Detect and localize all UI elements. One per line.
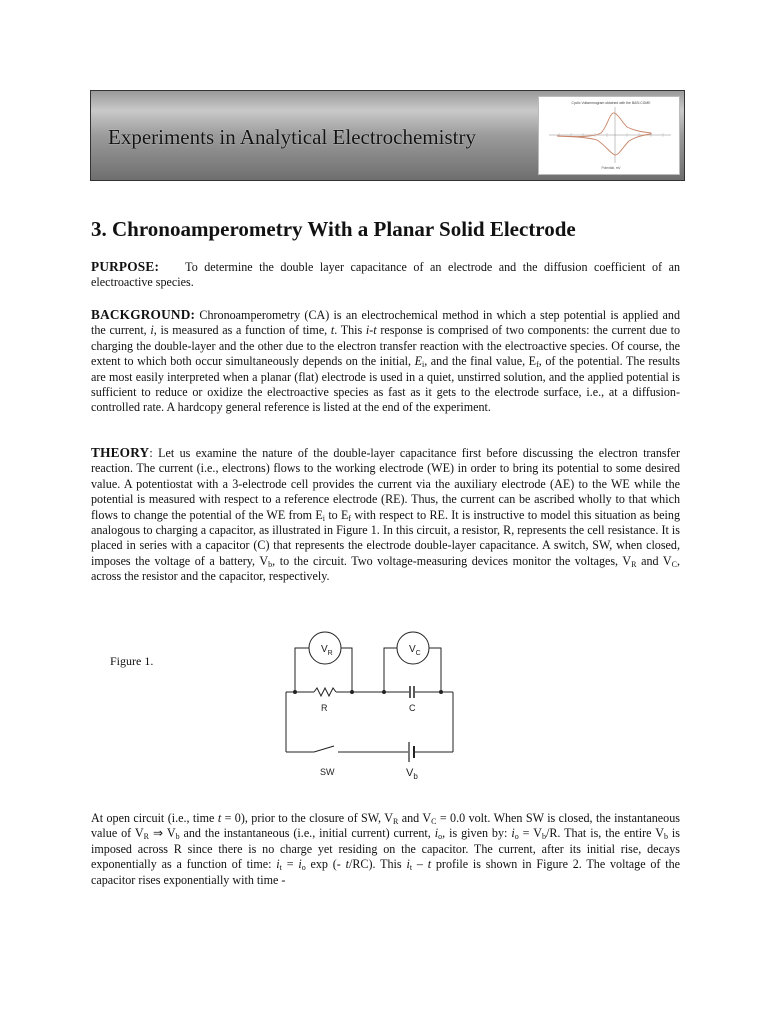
- theory-text: : Let us examine the nature of the double-layer capacitance first before discussing the electron transfer reaction. The current (i.e., electrons) flows to the working electrode (WE) in order to bring its potential to some desired value. A potentiostat with a 3-electrode cell provides the current via the auxiliary electrode (AE) to the WE while the potential is measured with respect to a reference electrode (RE). Thus, the current can be ascribed wholly to that which flows to change the potential of the WE from E: [91, 446, 680, 522]
- subscript: b: [175, 832, 180, 842]
- var-i: i: [406, 857, 410, 872]
- banner-title: Experiments in Analytical Electrochemistry: [108, 125, 476, 149]
- body-text: = 0.0 volt. When SW is closed, the instantaneous value of V: [91, 811, 680, 841]
- circuit-diagram: [270, 615, 470, 785]
- subscript: o: [514, 832, 519, 842]
- theory-text: and V: [636, 553, 672, 568]
- purpose-paragraph: [91, 259, 680, 291]
- var-i: i: [276, 857, 280, 872]
- subscript: b: [268, 559, 273, 569]
- body-text: /RC). This: [349, 857, 407, 872]
- background-text: , is measured as a function of time,: [153, 323, 331, 338]
- subscript: b: [663, 832, 668, 842]
- header-banner: [90, 90, 685, 181]
- body-text: =: [281, 857, 299, 872]
- body-text: and V: [398, 811, 432, 825]
- subscript: i: [421, 360, 425, 370]
- subscript: b: [541, 832, 546, 842]
- sw-label: SW: [320, 767, 335, 777]
- theory-text: to E: [325, 507, 349, 522]
- body-text: ⇒ V: [149, 826, 176, 841]
- theory-text: , to the circuit. Two voltage-measuring devices monitor the voltages, V: [272, 553, 632, 568]
- background-paragraph: [91, 307, 680, 416]
- body-text: = V: [518, 826, 542, 841]
- background-text: response is comprised of two components: the current due to charging the double-layer and the other due to the electron transfer reaction with the electroactive species. Of course, the extent to which both occur simultaneously depends on the initial,: [91, 323, 681, 369]
- var-i: i: [511, 826, 515, 841]
- theory-paragraph: [91, 445, 680, 585]
- purpose-label: PURPOSE:: [91, 259, 160, 274]
- subscript: t: [279, 863, 282, 873]
- var-i: i: [434, 826, 439, 841]
- subscript: C: [431, 817, 437, 826]
- subscript: o: [438, 832, 443, 842]
- body-text: profile is shown in Figure 2. The voltage of the capacitor rises exponentially with time -: [91, 857, 681, 887]
- body-text: is imposed across R since there is no charge yet residing on the capacitor. The current, after its initial rise, decays exponentially as a function of time:: [91, 826, 680, 872]
- thumbnail-xaxis-label: Potential, mV: [601, 166, 621, 170]
- c-label: C: [409, 703, 416, 713]
- background-text: . This: [334, 323, 366, 338]
- var-i: i: [150, 323, 154, 338]
- switch: [314, 746, 334, 752]
- body-text: and the instantaneous (i.e., initial current) current,: [179, 826, 435, 841]
- background-text: Chronoamperometry (CA) is an electrochemical method in which a step potential is applied and the current,: [91, 308, 680, 338]
- body-text: At open circuit (i.e., time: [91, 811, 218, 825]
- vr-label: $V_R$: [321, 644, 333, 657]
- subscript: f: [536, 360, 539, 370]
- var-t: t: [345, 857, 349, 872]
- body-text: /R. That is, the entire V: [545, 826, 664, 841]
- subscript: f: [348, 513, 352, 523]
- subscript: R: [143, 832, 150, 842]
- var-i: i: [298, 857, 302, 872]
- theory-text: , across the resistor and the capacitor, respectively.: [91, 553, 680, 584]
- background-text: , of the potential. The results are most easily interpreted when a planar (flat) electrode is used in a quiet, unstirred solution, and the applied potential is sufficient to reduce or oxidize the electroactive species as fast as it gets to the electrode surface, i.e., at a diffusion-controlled rate. A hardcopy general reference is listed at the end of the experiment.: [91, 354, 680, 415]
- subscript: R: [631, 559, 637, 569]
- theory-label: THEORY: [91, 445, 150, 460]
- vb-label: $V_b$: [406, 767, 418, 781]
- theory-text: with respect to RE. It is instructive to model this situation as being analogous to charging a capacitor, as illustrated in Figure 1. In this circuit, a resistor, R, represents the cell resistance. It is placed in series with a capacitor (C) that represents the electrode double-layer capacitance. A switch, SW, when closed, imposes the voltage of a battery, V: [91, 507, 680, 568]
- var-i-t: i-t: [365, 323, 377, 338]
- body-text: = 0), prior to the closure of SW, V: [221, 811, 393, 825]
- background-label: BACKGROUND:: [91, 307, 196, 322]
- vc-label: $V_C$: [409, 644, 421, 657]
- subscript: t: [409, 863, 413, 873]
- subscript: o: [301, 863, 306, 873]
- var-E: E: [414, 354, 422, 369]
- background-text: , and the final value, E: [424, 354, 537, 369]
- purpose-text: To determine the double layer capacitance of an electrode and the diffusion coefficient of an electroactive species.: [91, 260, 680, 290]
- page-heading: 3. Chronoamperometry With a Planar Solid Electrode: [91, 217, 576, 241]
- subscript: i: [322, 513, 325, 523]
- resistor: [314, 688, 336, 696]
- open-circuit-paragraph: [91, 811, 680, 888]
- subscript: C: [671, 559, 677, 569]
- body-text: exp (-: [305, 857, 346, 872]
- cyclic-voltammogram-thumbnail: [538, 96, 680, 175]
- body-text: , is given by:: [442, 826, 512, 841]
- var-t: t: [427, 857, 432, 872]
- body-text: –: [412, 857, 428, 872]
- subscript: R: [392, 817, 399, 826]
- var-t: t: [330, 323, 335, 338]
- var-t: t: [217, 811, 222, 825]
- r-label: R: [321, 703, 328, 713]
- figure-1-label: Figure 1.: [110, 654, 154, 668]
- thumbnail-caption: Cyclic Voltammogram obtained with the BASi CGME: [571, 101, 651, 105]
